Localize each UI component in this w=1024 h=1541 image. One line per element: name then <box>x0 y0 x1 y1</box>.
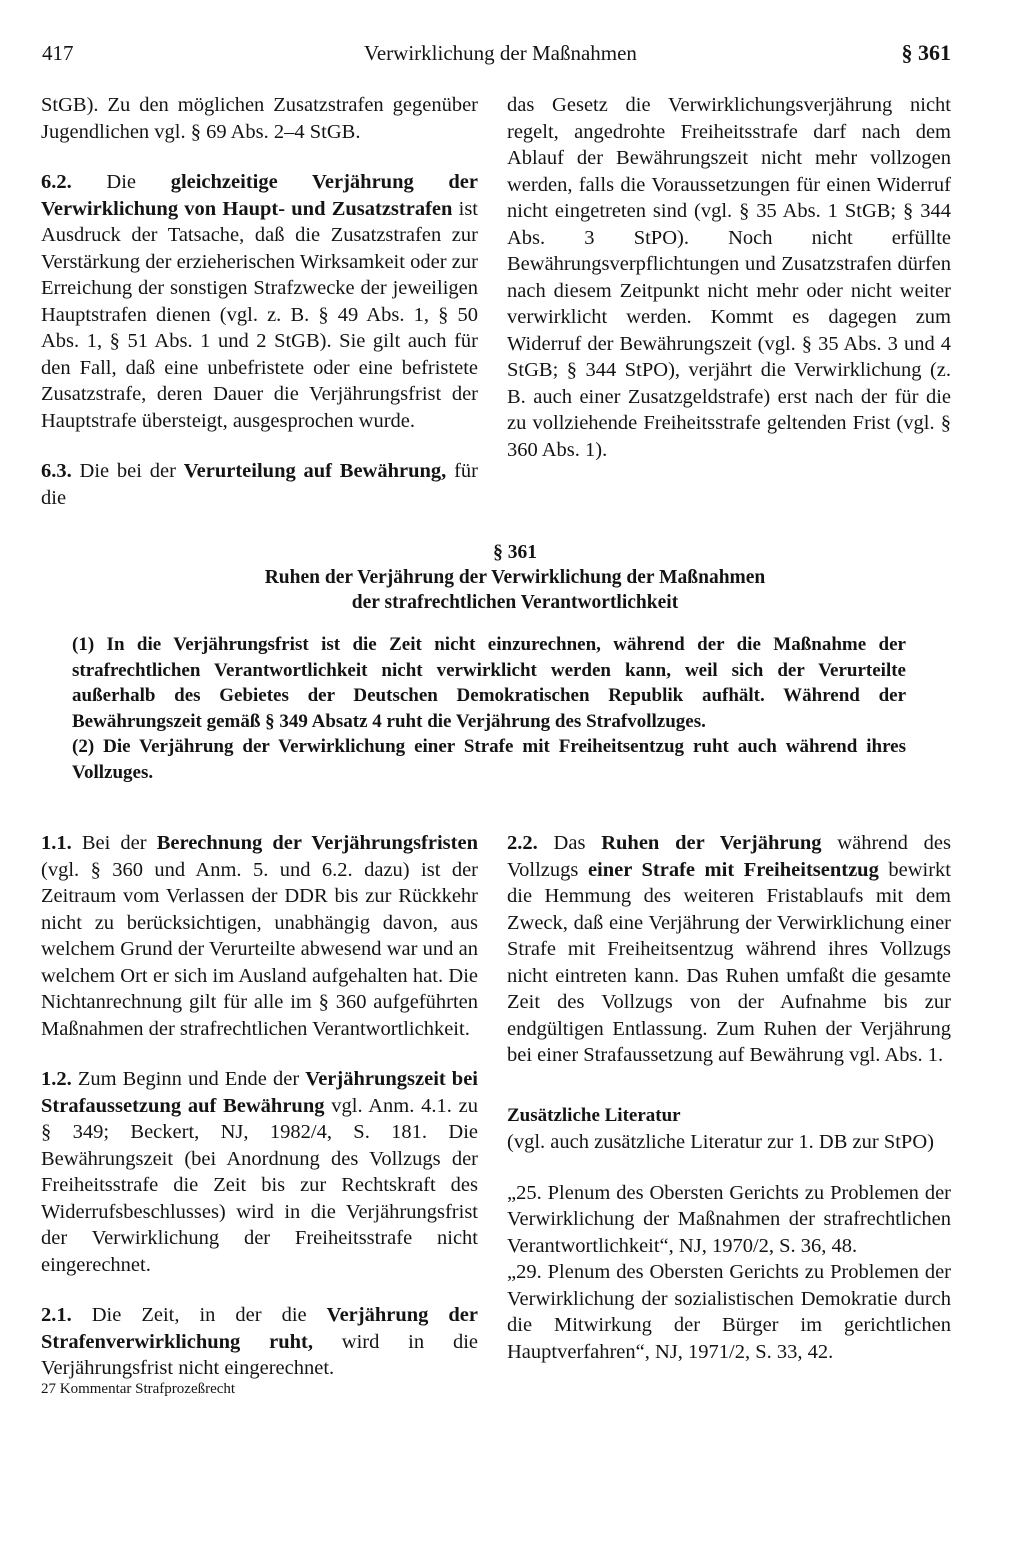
statute-paragraph-2: (2) Die Verjährung der Verwirklichung einer Strafe mit Freiheitsentzug ruht auch während ihres Vollzuges. <box>72 736 906 783</box>
annotation-2-1 <box>41 1302 478 1382</box>
statute-paragraph-1: (1) In die Verjährungsfrist ist die Zeit nicht einzurechnen, während der die Maßnahme der strafrechtlichen Verantwortlichkeit nicht verwirklicht werden kann, weil sich der Verurteilte außerhalb des Gebietes der Deutschen Demokratischen Republik aufhält. Während der Bewährungszeit gemäß § 349 Absatz 4 ruht die Verjährung des Strafvollzuges. <box>72 634 906 732</box>
statute-title-line-1: Ruhen der Verjährung der Verwirklichung der Maßnahmen <box>264 567 766 588</box>
emphasis: Verjährungszeit bei Strafaussetzung auf Bewährung <box>41 1068 478 1117</box>
literature-note: (vgl. auch zusätzliche Literatur zur 1. DB zur StPO) <box>507 1131 934 1153</box>
emphasis: Verurteilung auf Bewährung, <box>183 460 447 482</box>
top-right-column <box>507 92 951 463</box>
text: für die <box>41 460 478 509</box>
annotation-1-2 <box>41 1066 478 1278</box>
text: Das <box>537 832 602 854</box>
commentary-right-column <box>507 830 951 1365</box>
literature-heading: Zusätzliche Literatur <box>507 1104 681 1126</box>
emphasis: Berechnung der Verjährungsfristen <box>156 832 478 854</box>
para-number: 1.2. <box>41 1068 72 1090</box>
para-number: 2.1. <box>41 1304 72 1326</box>
paragraph-continuation: StGB). Zu den möglichen Zusatzstrafen gegenüber Jugendlichen vgl. § 69 Abs. 2–4 StGB. <box>41 94 478 143</box>
emphasis: einer Strafe mit Freiheitsentzug <box>587 858 879 881</box>
running-title: Verwirklichung der Maßnahmen <box>364 41 637 65</box>
annotation-1-1 <box>41 830 478 1042</box>
commentary-left-column <box>41 830 478 1382</box>
printer-signature: 27 Kommentar Strafprozeßrecht <box>41 1381 236 1397</box>
emphasis: Ruhen der Verjährung <box>601 832 822 854</box>
text: Die <box>71 171 171 193</box>
text: Zum Beginn und Ende der <box>71 1068 306 1090</box>
para-number: 2.2. <box>507 832 538 854</box>
statute-text <box>72 632 906 785</box>
para-number: 6.3. <box>41 460 72 482</box>
text: Bei der <box>71 832 157 854</box>
paragraph-6-2 <box>41 169 478 434</box>
text: (vgl. § 360 und Anm. 5. und 6.2. dazu) ist der Zeitraum vom Verlassen der DDR bis zur Rückkehr nicht zu berücksichtigen, unabhängig davon, aus welchem Grund der Verurteilte abwesend war und an welchem Ort er sich im Ausland aufgehalten hat. Die Nichtanrechnung gilt für alle im § 360 aufgeführten Maßnahmen der strafrechtlichen Verantwortlichkeit. <box>41 858 478 1040</box>
para-number: 1.1. <box>41 832 72 854</box>
text: Die Zeit, in der die <box>71 1304 327 1326</box>
statute-title-line-2: der strafrechtlichen Verantwortlichkeit <box>351 592 679 613</box>
top-left-column <box>41 92 478 511</box>
text: wird in die Verjährungsfrist nicht eingerechnet. <box>41 1330 478 1379</box>
text: ist Ausdruck der Tatsache, daß die Zusatzstrafen zur Verstärkung der erzieherischen Wirksamkeit oder zur Erreichung der sonstigen Strafzwecke der jeweiligen Hauptstrafen dienen (vgl. z. B. § 49 Abs. 1, § 50 Abs. 1, § 51 Abs. 1 und 2 StGB). Sie gilt auch für den Fall, daß eine unbefristete oder eine befristete Zusatzstrafe, deren Dauer die Verjährungsfrist der Hauptstrafe übersteigt, ausgesprochen wurde. <box>41 197 478 432</box>
annotation-2-2 <box>507 830 951 1069</box>
text: vgl. Anm. 4.1. zu § 349; Beckert, NJ, 1982/4, S. 181. Die Bewährungszeit (bei Anordnung des Vollzugs der Freiheitsstrafe die Zeit bis zur Rechtskraft des Widerrufsbeschlusses) wird in die Verjährungsfrist der Verwirklichung der Freiheitsstrafe nicht eingerechnet. <box>41 1094 478 1276</box>
text: Die bei der <box>71 460 184 482</box>
para-number: 6.2. <box>41 171 72 193</box>
statute-section-number: § 361 <box>493 542 537 563</box>
paragraph-6-3 <box>41 458 478 511</box>
emphasis: gleichzeitige Verjährung der Verwirklichung von Haupt- und Zusatzstrafen <box>41 171 478 220</box>
literature-entry-1: „25. Plenum des Obersten Gerichts zu Problemen der Verwirklichung der Maßnahmen der strafrechtlichen Verantwortlichkeit“, NJ, 1970/2, S. 36, 48. <box>507 1181 951 1257</box>
paragraph-continuation-right: das Gesetz die Verwirklichungsverjährung nicht regelt, angedrohte Freiheitsstrafe darf nach dem Ablauf der Bewährungszeit nicht mehr vollzogen werden, falls die Voraussetzungen für einen Widerruf nicht eingetreten sind (vgl. § 35 Abs. 1 StGB; § 344 Abs. 3 StPO). Noch nicht erfüllte Bewährungsverpflichtungen und Zusatzstrafen dürfen nach diesem Zeitpunkt nicht mehr oder nicht weiter verwirklicht werden. Kommt es dagegen zum Widerruf der Bewährungszeit (vgl. § 35 Abs. 3 und 4 StGB; § 344 StPO), verjährt die Verwirklichung (z. B. auch einer Zusatzgeldstrafe) erst nach der für die zu vollziehende Freiheitsstrafe geltenden Frist (vgl. § 360 Abs. 1). <box>507 94 951 461</box>
literature-entry-2: „29. Plenum des Obersten Gerichts zu Problemen der Verwirklichung der sozialistischen Demokratie durch die Mitwirkung der Bürger im gerichtlichen Hauptverfahren“, NJ, 1971/2, S. 33, 42. <box>507 1261 951 1363</box>
running-section: § 361 <box>901 40 951 65</box>
page-number: 417 <box>42 41 74 65</box>
emphasis: Verjährung der Strafenverwirklichung ruht, <box>41 1304 478 1353</box>
text: während des Vollzugs <box>507 832 951 881</box>
text: bewirkt die Hemmung des weiteren Fristablaufs mit dem Zweck, daß eine Verjährung der Verwirklichung einer Strafe mit Freiheitsentzug während ihres Vollzugs nicht eintreten kann. Das Ruhen umfaßt die gesamte Zeit des Vollzugs von der Aufnahme bis zur endgültigen Entlassung. Zum Ruhen der Verjährung bei einer Strafaussetzung auf Bewährung vgl. Abs. 1. <box>507 858 951 1066</box>
